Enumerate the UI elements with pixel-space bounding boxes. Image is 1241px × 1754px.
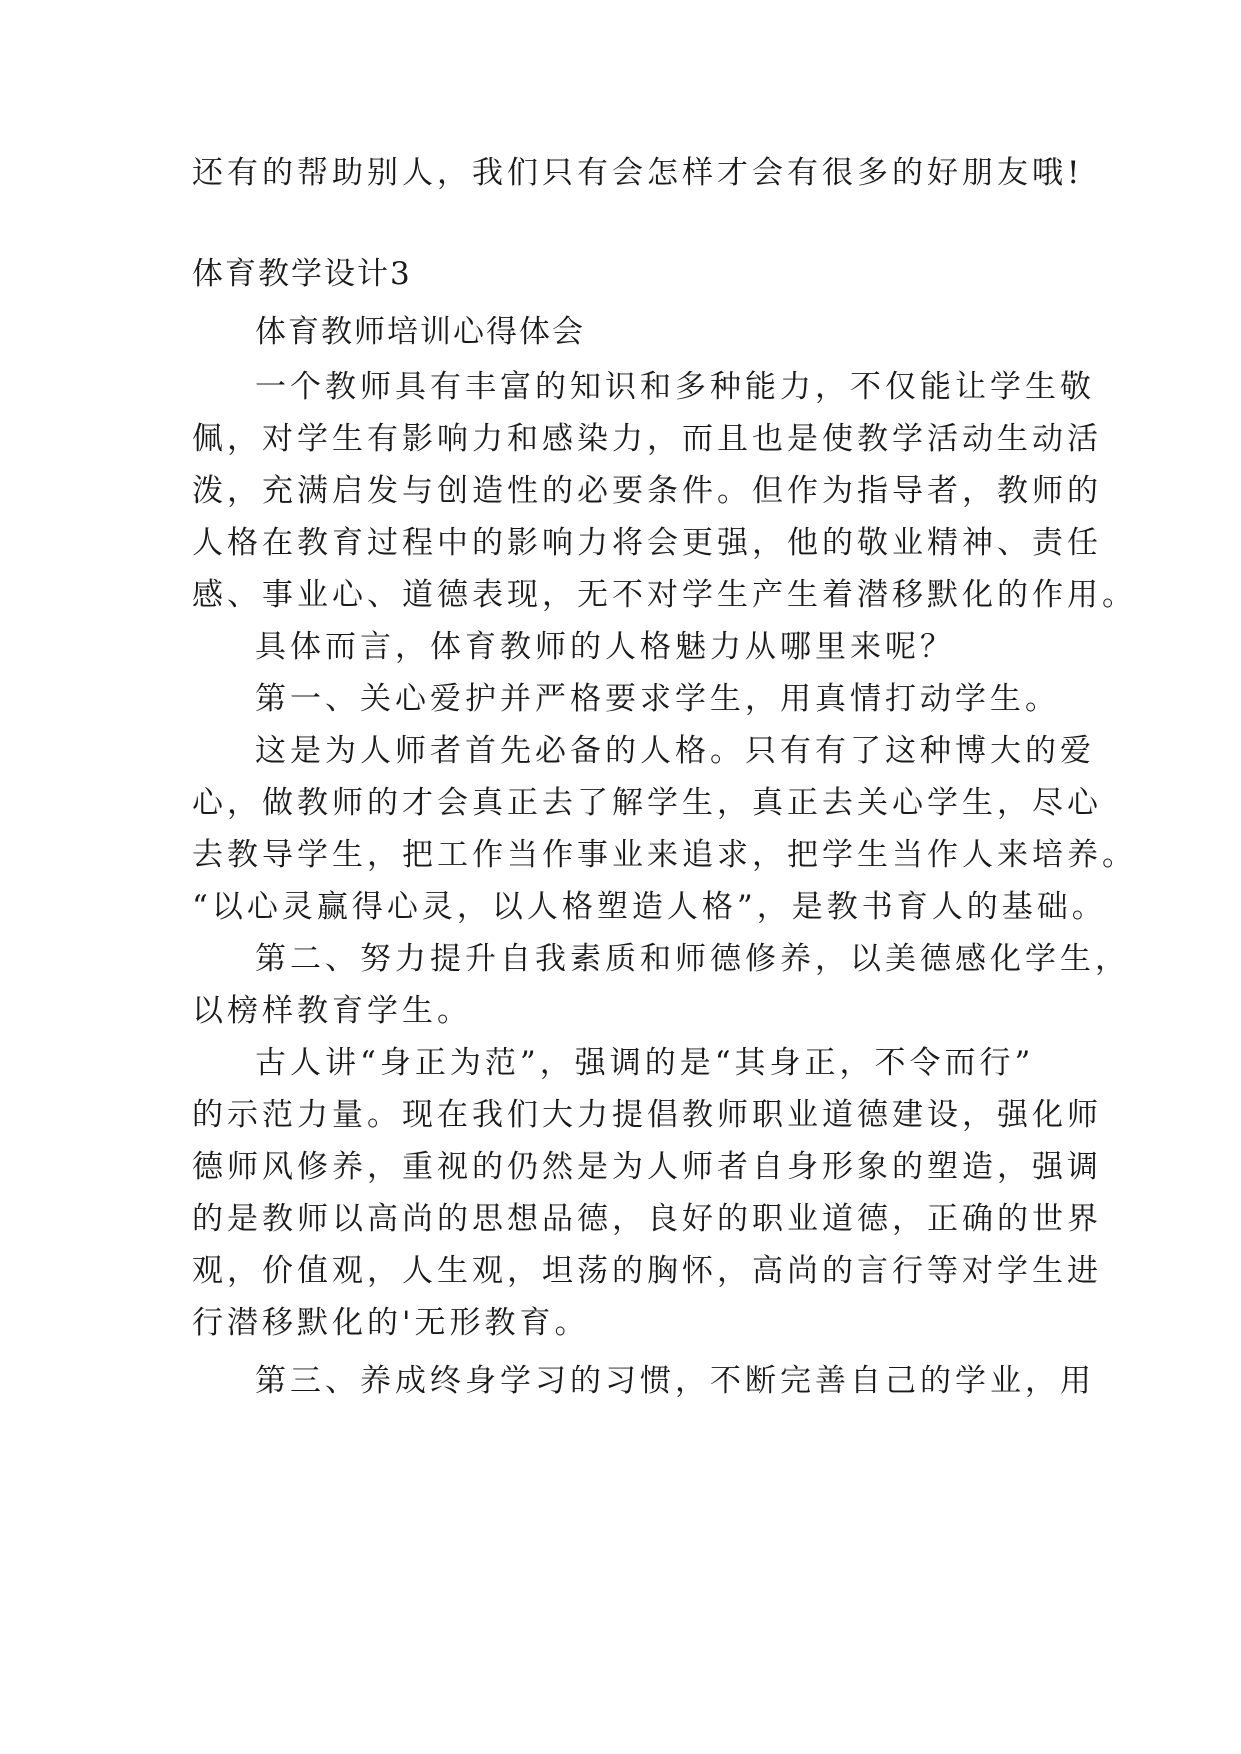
paragraph-line: 观，价值观，人生观，坦荡的胸怀，高尚的言行等对学生进 [192,1253,1102,1289]
paragraph-line: 这是为人师者首先必备的人格。只有有了这种博大的爱 [255,733,1095,769]
section-title: 体育教学设计3 [192,256,412,292]
paragraph-line: 具体而言，体育教师的人格魅力从哪里来呢？ [255,629,955,665]
paragraph-line: 第一、关心爱护并严格要求学生，用真情打动学生。 [255,681,1060,717]
paragraph-line: 去教导学生，把工作当作事业来追求，把学生当作人来培养。 [192,837,1137,873]
paragraph-line: 古人讲“身正为范”，强调的是“其身正，不令而行” [255,1045,1035,1081]
paragraph-line: 人格在教育过程中的影响力将会更强，他的敬业精神、责任 [192,525,1102,561]
paragraph-line: 心，做教师的才会真正去了解学生，真正去关心学生，尽心 [192,785,1102,821]
paragraph-line: 以榜样教育学生。 [192,993,472,1029]
paragraph-line: 佩，对学生有影响力和感染力，而且也是使教学活动生动活 [192,421,1102,457]
paragraph-line: 泼，充满启发与创造性的必要条件。但作为指导者，教师的 [192,473,1102,509]
article-title: 体育教师培训心得体会 [255,314,585,350]
paragraph-line: 感、事业心、道德表现，无不对学生产生着潜移默化的作用。 [192,577,1137,613]
paragraph-line: 德师风修养，重视的仍然是为人师者自身形象的塑造，强调 [192,1149,1102,1185]
paragraph-line: 的是教师以高尚的思想品德，良好的职业道德，正确的世界 [192,1201,1102,1237]
paragraph-line: 第二、努力提升自我素质和师德修养，以美德感化学生， [255,941,1130,977]
paragraph-line: 一个教师具有丰富的知识和多种能力，不仅能让学生敬 [255,369,1095,405]
paragraph-line: 的示范力量。现在我们大力提倡教师职业道德建设，强化师 [192,1097,1102,1133]
paragraph-line: 第三、养成终身学习的习惯，不断完善自己的学业，用 [255,1363,1095,1399]
paragraph-line: 行潜移默化的'无形教育。 [192,1305,590,1341]
paragraph-line: “以心灵赢得心灵，以人格塑造人格”，是教书育人的基础。 [192,889,1107,925]
paragraph-line: 还有的帮助别人，我们只有会怎样才会有很多的好朋友哦! [192,155,1084,191]
